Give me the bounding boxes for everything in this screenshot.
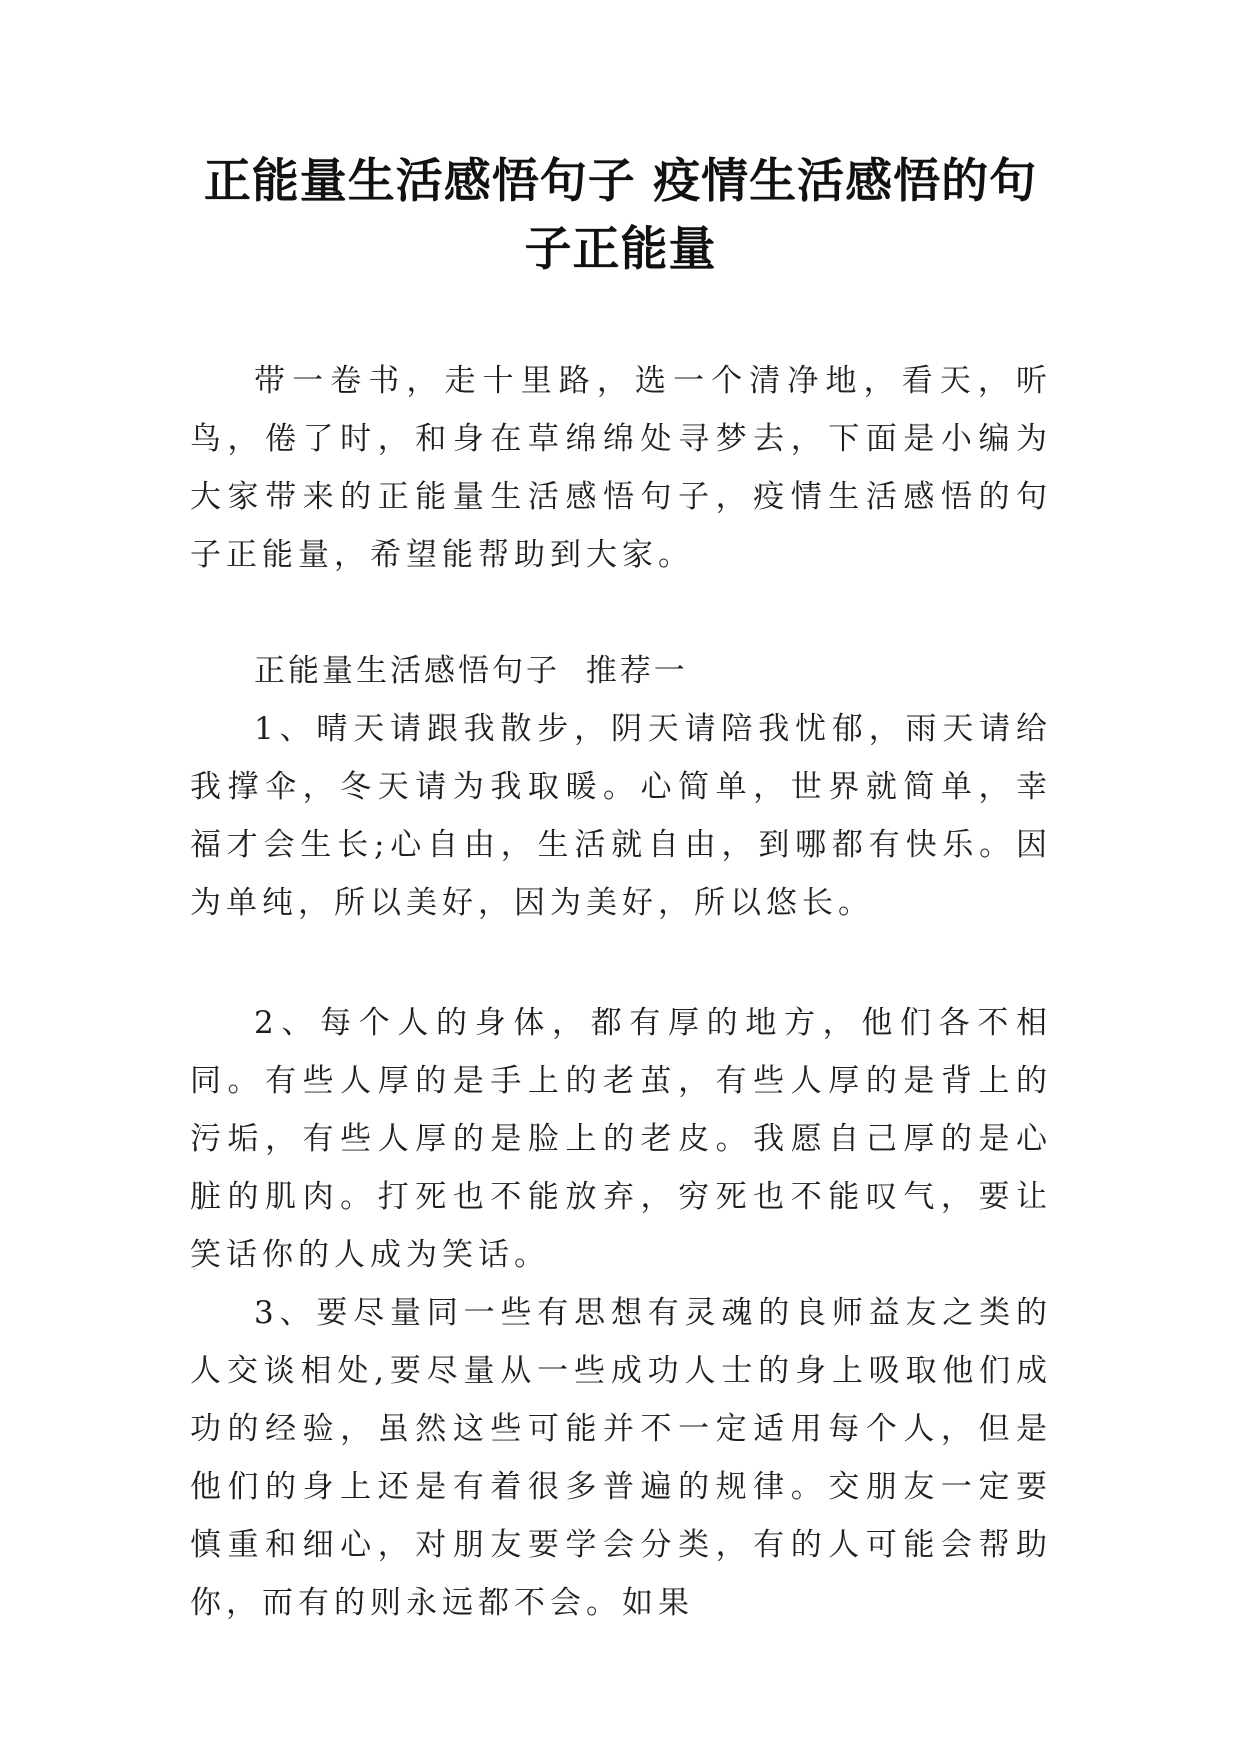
section-heading: 正能量生活感悟句子 推荐一 <box>254 653 688 689</box>
list-item-1: 1、晴天请跟我散步，阴天请陪我忧郁，雨天请给我撑伞，冬天请为我取暖。心简单，世界就简单，幸福才会生长;心自由，生活就自由，到哪都有快乐。因为单纯，所以美好，因为美好，所以悠长。 <box>190 711 1052 921</box>
list-item-2: 2、每个人的身体，都有厚的地方，他们各不相同。有些人厚的是手上的老茧，有些人厚的是背上的污垢，有些人厚的是脸上的老皮。我愿自己厚的是心脏的肌肉。打死也不能放弃，穷死也不能叹气，要让笑话你的人成为笑话。 <box>190 1005 1052 1273</box>
intro-paragraph: 带一卷书，走十里路，选一个清净地，看天，听鸟，倦了时，和身在草绵绵处寻梦去，下面是小编为大家带来的正能量生活感悟句子，疫情生活感悟的句子正能量，希望能帮助到大家。 <box>190 363 1052 573</box>
list-item-3: 3、要尽量同一些有思想有灵魂的良师益友之类的人交谈相处,要尽量从一些成功人士的身上吸取他们成功的经验，虽然这些可能并不一定适用每个人，但是他们的身上还是有着很多普遍的规律。交朋友一定要慎重和细心，对朋友要学会分类，有的人可能会帮助你，而有的则永远都不会。如果 <box>190 1295 1052 1621</box>
document-title: 正能量生活感悟句子 疫情生活感悟的句子正能量 <box>203 154 1038 277</box>
